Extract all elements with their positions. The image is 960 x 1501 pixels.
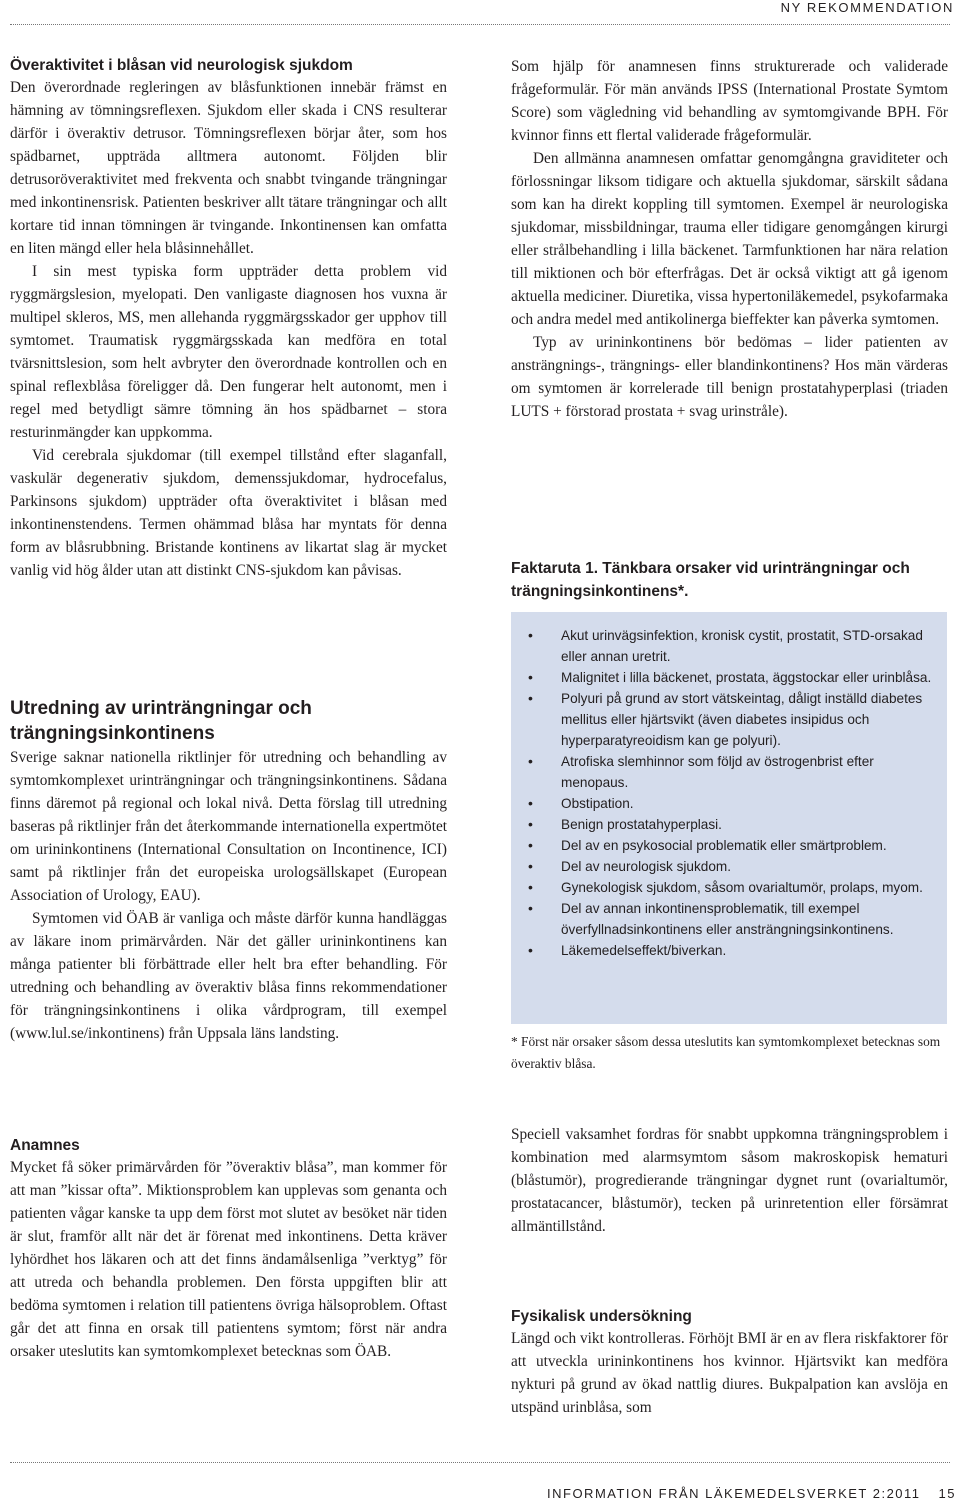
fakta-item-text: Akut urinvägsinfektion, kronisk cystit, prostatit, STD-orsakad eller annan uretrit. — [561, 628, 923, 664]
fakta-item — [511, 667, 933, 688]
fakta-item — [511, 751, 933, 793]
bullet-icon: • — [528, 858, 533, 874]
left-block-anamnes — [10, 1135, 447, 1363]
bullet-icon: • — [528, 900, 533, 916]
page-footer — [547, 1486, 956, 1501]
heading-anamnes: Anamnes — [10, 1137, 80, 1154]
paragraph: Typ av urininkontinens bör bedömas – lider patienten av ansträngnings-, trängnings- eller blandinkontinens? Hos män värderas om symtomen är korrelerade till benign prostatahyperplasi (triaden LUTS + förstorad prostata + svag urinstråle). — [511, 334, 948, 420]
fakta-item — [511, 856, 933, 877]
fakta-item — [511, 793, 933, 814]
fakta-title: Faktaruta 1. Tänkbara orsaker vid urinträngningar och trängningsinkontinens*. — [511, 560, 910, 600]
fakta-item-text: Del av en psykosocial problematik eller smärtproblem. — [561, 838, 887, 853]
paragraph: Speciell vaksamhet fordras för snabbt uppkomna trängningsproblem i kombination med alarmsymtom såsom makroskopisk hematuri (blåstumör), progredierande trängningar dygnet runt (ovarialtumör, prostatacancer, blåstumör), tecken på urinretention eller försämrat allmäntillstånd. — [511, 1126, 948, 1235]
page-number: 15 — [938, 1486, 956, 1501]
fakta-item-text: Polyuri på grund av stort vätskeintag, dåligt inställd diabetes mellitus eller hjärtsvikt (även diabetes insipidus och hyperparatyreoidism kan ge polyuri). — [561, 691, 923, 748]
bullet-icon: • — [528, 942, 533, 958]
fakta-heading-block — [511, 557, 948, 603]
fakta-item-text: Atrofiska slemhinnor som följd av östrogenbrist efter menopaus. — [561, 754, 874, 790]
heading-utredning: Utredning av urinträngningar och trängningsinkontinens — [10, 698, 312, 744]
heading-fysikalisk: Fysikalisk undersökning — [511, 1308, 692, 1325]
fakta-footnote-block — [511, 1031, 948, 1075]
bullet-icon: • — [528, 837, 533, 853]
paragraph: Symtomen vid ÖAB är vanliga och måste därför kunna handläggas av läkare inom primärvården. När det gäller urininkontinens kan många patienter bli förbättrade eller helt bra efter behandling. För utredning och behandling av överaktiv blåsa finns rekommendationer för trängningsinkontinens i olika vårdprogram, till exempel (www.lul.se/inkontinens) från Uppsala läns landsting. — [10, 910, 447, 1042]
fakta-item — [511, 835, 933, 856]
paragraph: I sin mest typiska form uppträder detta problem vid ryggmärgslesion, myelopati. Den vanligaste diagnosen hos vuxna är multipel skleros, MS, men allehanda ryggmärgsskador ger upphov till symtomet. Traumatisk ryggmärgsskada kan medföra en total tvärsnittslesion, som helt avbryter den överordnade kontrollen och en spinal reflexblåsa föreligger då. Den fungerar helt autonomt, men i regel med betydligt sämre tömning än hos spädbarnet – stora resturinmängder kan uppkomma. — [10, 263, 447, 441]
fakta-item-text: Del av annan inkontinensproblematik, till exempel överfyllnadsinkontinens eller ansträngningsinkontinens. — [561, 901, 894, 937]
paragraph: Som hjälp för anamnesen finns strukturerade och validerade frågeformulär. För män används IPSS (International Prostate Symtom Score) som vägledning vid behandling av symtomgivande BPH. För kvinnor finns ett flertal validerade frågeformulär. — [511, 58, 948, 144]
fakta-item-text: Malignitet i lilla bäckenet, prostata, äggstockar eller urinblåsa. — [561, 670, 932, 685]
section-label: NY REKOMMENDATION — [780, 0, 954, 15]
right-block-alarm — [511, 1123, 948, 1238]
footer-divider — [10, 1462, 950, 1463]
fakta-list — [511, 612, 947, 961]
left-block-overaktivitet — [10, 55, 447, 582]
fakta-item — [511, 814, 933, 835]
paragraph: Den överordnade regleringen av blåsfunktionen innebär främst en hämning av tömningsreflexen. Sjukdom eller skada i CNS resulterar därför i överaktiv detrusor. Tömningsreflexen börjar åter, som hos spädbarnet, uppträda alltmera autonomt. Följden blir detrusoröveraktivitet med frekventa och snabbt tvingande trängningar med inkontinensrisk. Patienten beskriver allt tätare trängningar och allt kortare tid innan tömningen är tvingande. Inkontinensen kan omfatta en liten mängd eller hela blåsinnehållet. — [10, 79, 447, 257]
fakta-item-text: Gynekologisk sjukdom, såsom ovarialtumör, prolaps, myom. — [561, 880, 923, 895]
paragraph: Vid cerebrala sjukdomar (till exempel tillstånd efter slaganfall, vaskulär degenerativ sjukdom, demenssjukdomar, hydrocefalus, Parkinsons sjukdom) uppträder ofta överaktivitet i blåsan med inkontinenstendens. Termen ohämmad blåsa har myntats för denna form av blåsrubbning. Bristande kontinens av likartat slag är mycket vanlig vid hög ålder utan att distinkt CNS-sjukdom kan påvisas. — [10, 447, 447, 579]
bullet-icon: • — [528, 669, 533, 685]
fakta-item — [511, 940, 933, 961]
fakta-item-text: Del av neurologisk sjukdom. — [561, 859, 732, 874]
paragraph: Mycket få söker primärvården för ”överaktiv blåsa”, man kommer för att man ”kissar ofta”. Miktionsproblem kan upplevas som genanta och patienten vågar kanske ta upp dem först mot slutet av besöket när tiden är slut, framför allt när det är förenat med inkontinens. Detta kräver lyhördhet hos läkaren och att det finns ändamålsenliga ”verktyg” för att utreda och behandla problemen. Den första uppgiften blir att bedöma symtomen i relation till patientens övriga hälsoproblem. Oftast går det att finna en orsak till patientens symtom; först när andra orsaker uteslutits kan symtomkomplexet betecknas som ÖAB. — [10, 1159, 447, 1360]
heading-overaktivitet: Överaktivitet i blåsan vid neurologisk sjukdom — [10, 57, 353, 74]
fakta-item — [511, 688, 933, 751]
fakta-item-text: Obstipation. — [561, 796, 634, 811]
fakta-item — [511, 898, 933, 940]
fakta-footnote: * Först när orsaker såsom dessa uteslutits kan symtomkomplexet betecknas som överaktiv blåsa. — [511, 1034, 941, 1071]
fakta-box — [511, 612, 947, 1024]
bullet-icon: • — [528, 690, 533, 706]
right-block-anamnes-cont — [511, 55, 948, 423]
header-divider — [10, 24, 950, 25]
paragraph: Den allmänna anamnesen omfattar genomgångna graviditeter och förlossningar liksom tidigare och aktuella sjukdomar, särskilt sådana som kan ha direkt koppling till symtomen. Exempel är neurologiska sjukdomar, missbildningar, trauma eller tidigare genomgången kirurgi eller strålbehandling i lilla bäckenet. Tarmfunktionen har nära relation till miktionen och bör efterfrågas. Det är också viktigt att gå igenom aktuella mediciner. Diuretika, vissa hypertoniläkemedel, psykofarmaka och andra medel med antikolinerga bieffekter kan påverka symtomen. — [511, 150, 948, 328]
fakta-item — [511, 625, 933, 667]
bullet-icon: • — [528, 879, 533, 895]
paragraph: Längd och vikt kontrolleras. Förhöjt BMI är en av flera riskfaktorer för att utveckla urininkontinens hos kvinnor. Hjärtsvikt kan medföra nykturi på grund av ökad nattlig diures. Bukpalpation kan avslöja en utspänd urinblåsa, som — [511, 1330, 948, 1416]
right-block-fysikalisk — [511, 1306, 948, 1419]
bullet-icon: • — [528, 816, 533, 832]
fakta-item-text: Läkemedelseffekt/biverkan. — [561, 943, 727, 958]
left-block-utredning — [10, 696, 447, 1045]
fakta-item — [511, 877, 933, 898]
bullet-icon: • — [528, 627, 533, 643]
bullet-icon: • — [528, 753, 533, 769]
publication-name: INFORMATION FRÅN LÄKEMEDELSVERKET 2:2011 — [547, 1486, 921, 1501]
paragraph: Sverige saknar nationella riktlinjer för utredning och behandling av symtomkomplexet urinträngningar och trängningsinkontinens. Sådana finns däremot på regional och lokal nivå. Detta förslag till utredning baseras på riktlinjer från det återkommande internationella expertmötet om urininkontinens (International Consultation on Incontinence, ICI) samt på riktlinjer från det europeiska urologsällskapet (European Association of Urology, EAU). — [10, 749, 447, 904]
fakta-item-text: Benign prostatahyperplasi. — [561, 817, 722, 832]
bullet-icon: • — [528, 795, 533, 811]
